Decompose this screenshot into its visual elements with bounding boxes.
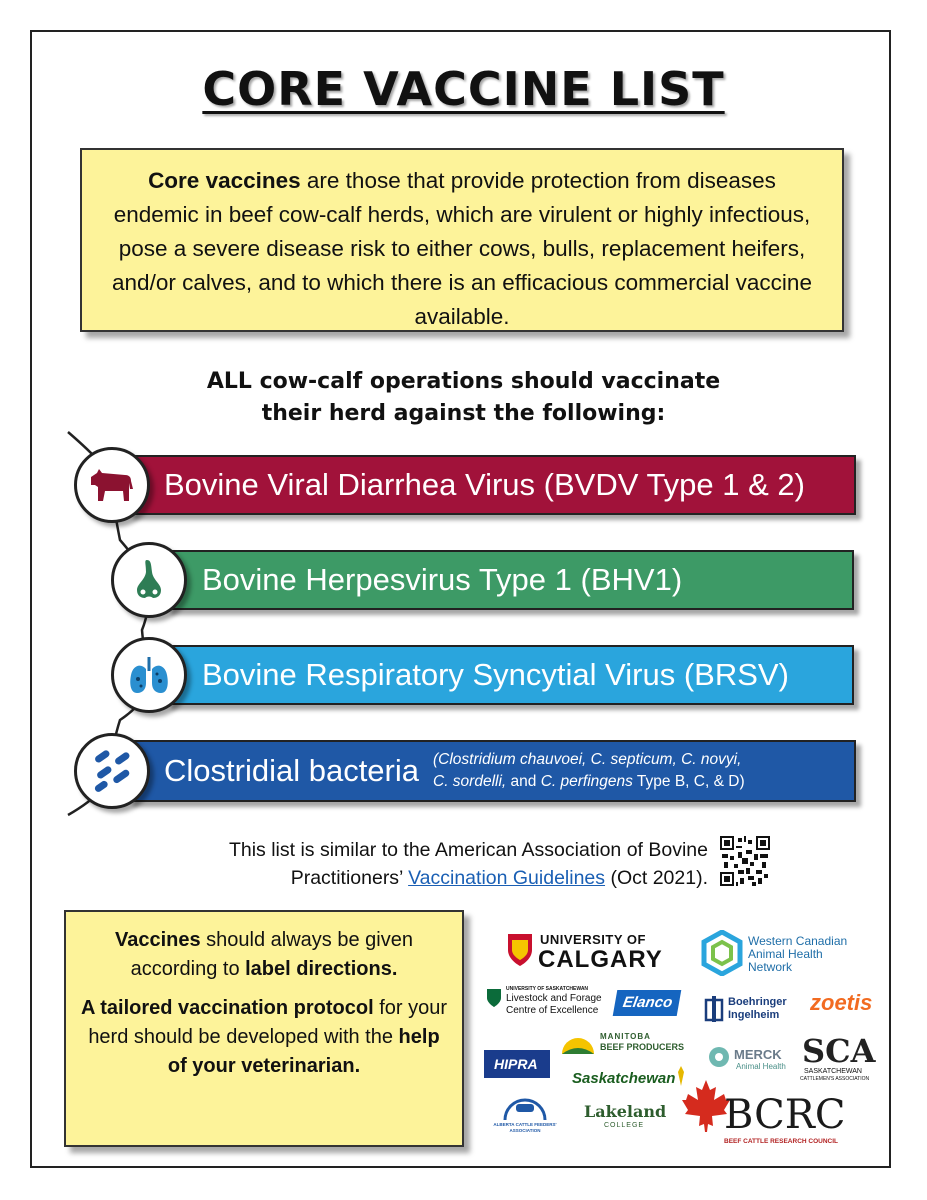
usask-shield-icon	[486, 988, 502, 1008]
bacteria-icon	[90, 749, 134, 793]
mbp-sun-icon	[560, 1028, 596, 1056]
species-and: and	[506, 773, 541, 790]
vaccine-name-bvdv: Bovine Viral Diarrhea Virus (BVDV Type 1 & 2)	[164, 467, 805, 502]
advice-label-directions: Vaccines should always be given according to label directions.	[115, 929, 413, 980]
aabp-note-line-1: This list is similar to the American Association of Bovine	[228, 839, 708, 861]
clostridial-species	[433, 749, 745, 793]
vaccine-bar-clostridial	[128, 740, 856, 802]
clostridial-species-line-1: (Clostridium chauvoei, C. septicum, C. novyi,	[433, 751, 742, 768]
vaccine-icon-bhv1	[111, 542, 187, 618]
cow-icon	[89, 467, 135, 503]
vaccination-guidelines-link[interactable]: Vaccination Guidelines	[408, 867, 606, 889]
vaccine-bar-brsv	[166, 645, 854, 705]
aabp-note-line-2	[140, 864, 708, 892]
lungs-icon	[127, 655, 171, 695]
vaccine-name-clostridial: Clostridial bacteria	[164, 753, 419, 788]
vaccine-icon-clostridial	[74, 733, 150, 809]
vaccine-name-brsv: Bovine Respiratory Syncytial Virus (BRSV)	[202, 657, 789, 692]
nose-icon	[129, 558, 169, 602]
logo-elanco: Elanco	[613, 990, 682, 1016]
definition-lead: Core vaccines	[148, 168, 301, 193]
species-perfingens: C. perfingens	[540, 773, 633, 790]
definition-text: are those that provide protection from diseases endemic in beef cow-calf herds, which are virulent or highly infectious, pose a severe disease risk to either cows, bulls, replacement heifers, and/or calves, and to which there is an efficacious commercial vaccine available.	[112, 168, 812, 329]
calgary-shield-icon	[506, 932, 534, 968]
vaccine-name-bhv1: Bovine Herpesvirus Type 1 (BHV1)	[202, 562, 683, 597]
sponsor-logos: UNIVERSITY OF CALGARY Western Canadian Animal Health Network UNIVERSITY OF SASKATCHEWAN Livestock and Forage Centre of Excellence Elanco Boehringer Ingelheim zoetis MANITOBA BEEF PRODUCERS HIPRA MERCK Animal Health SCA SASKATCHEWAN CATTLEMEN'S ASSOCIATION Saskatchewan ALBERTA CATTLE FEEDERS' ASSOCIATION Lakeland COLLEGE BCRC BEEF CATTLE RESEARCH COUNCIL	[480, 910, 880, 1150]
vaccine-bar-bhv1	[166, 550, 854, 610]
wcahn-hexagon-icon	[700, 930, 744, 976]
species-sordelli: C. sordelli,	[433, 773, 507, 790]
subheading	[0, 366, 927, 430]
vaccine-icon-bvdv	[74, 447, 150, 523]
advice-box	[64, 910, 464, 1147]
clostridial-species-line-2	[433, 771, 745, 793]
aabp-note-prefix: Practitioners’	[290, 867, 409, 889]
logo-zoetis: zoetis	[810, 990, 873, 1015]
aabp-note	[140, 836, 708, 892]
subheading-line-2: their herd against the following:	[261, 401, 666, 426]
vaccine-icon-brsv	[111, 637, 187, 713]
advice-veterinarian: A tailored vaccination protocol for your herd should be developed with the help of your veterinarian.	[81, 997, 447, 1077]
vaccine-bar-bvdv	[128, 455, 856, 515]
merck-emblem-icon	[708, 1046, 730, 1068]
species-types: Type B, C, & D)	[632, 773, 745, 790]
qr-code[interactable]	[720, 836, 770, 886]
acfa-cattle-icon	[500, 1092, 550, 1122]
aabp-note-suffix: (Oct 2021).	[605, 867, 708, 889]
boehringer-building-icon	[704, 996, 724, 1022]
definition-box	[80, 148, 844, 332]
logo-hipra: HIPRA	[484, 1050, 550, 1078]
page-title: CORE VACCINE LIST	[202, 62, 725, 116]
subheading-line-1: ALL cow-calf operations should vaccinate	[206, 369, 721, 394]
